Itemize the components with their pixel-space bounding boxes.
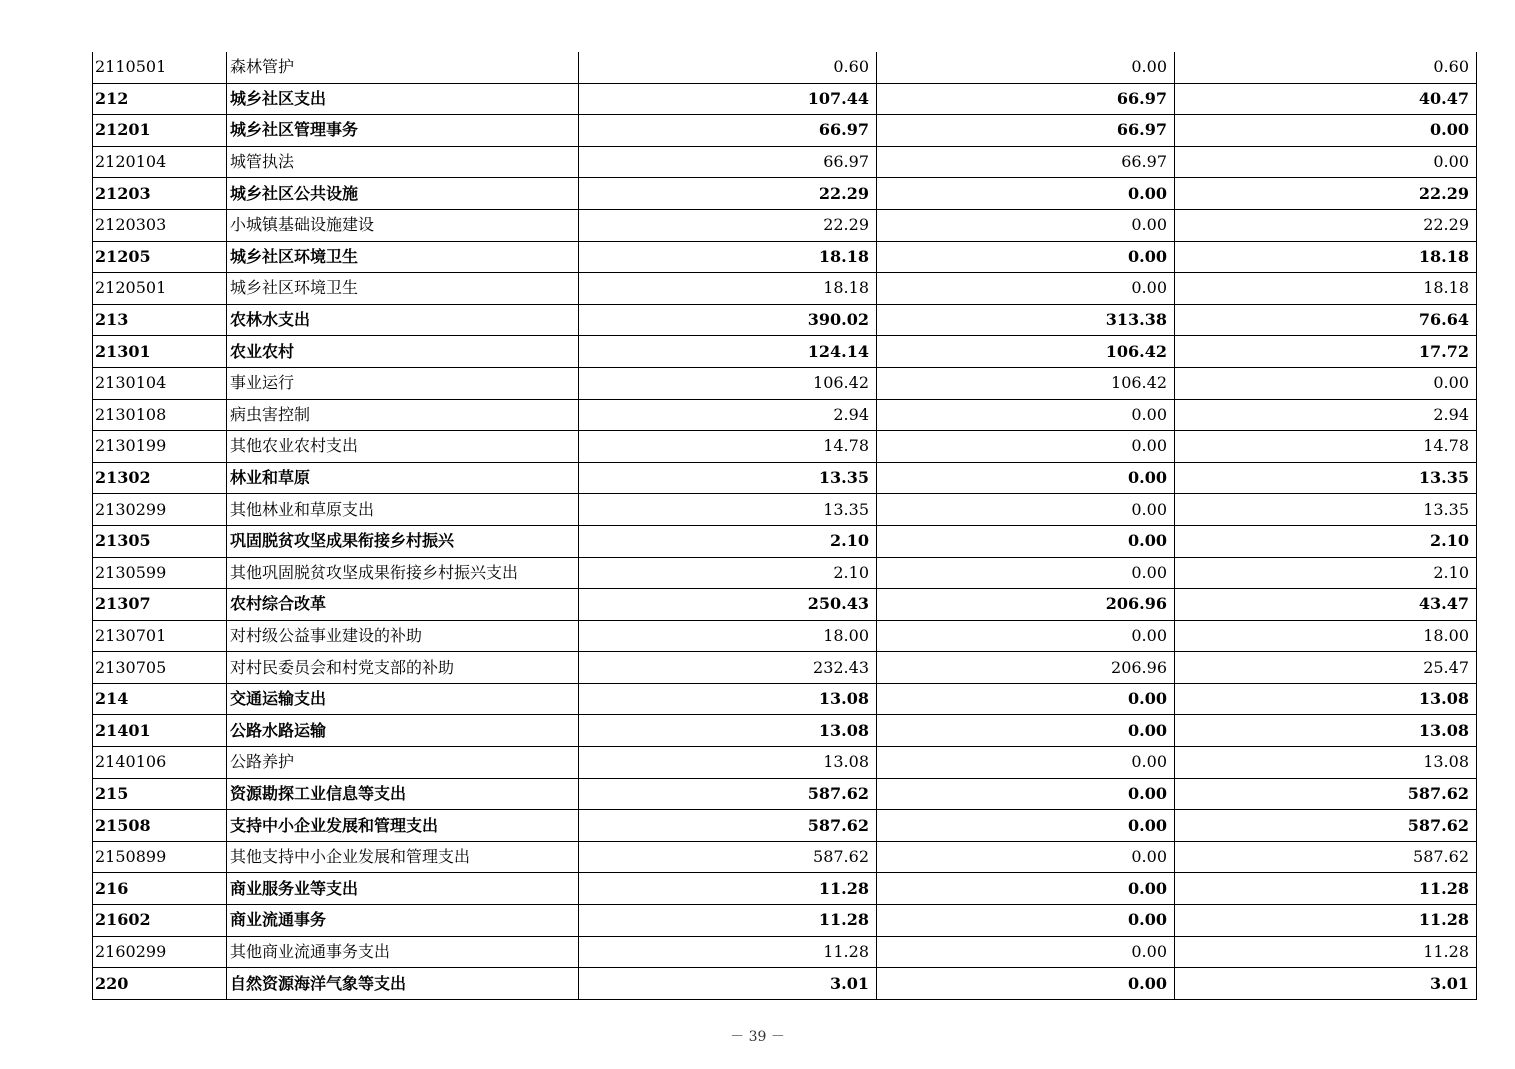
- name-cell: 城乡社区支出: [227, 83, 579, 115]
- code-cell: 21305: [93, 525, 227, 557]
- amount-project-cell: 18.00: [1175, 620, 1477, 652]
- name-cell: 其他支持中小企业发展和管理支出: [227, 841, 579, 873]
- code-cell: 2120104: [93, 146, 227, 178]
- amount-basic-cell: 66.97: [877, 83, 1175, 115]
- table-row: [93, 715, 1477, 747]
- amount-project-cell: 587.62: [1175, 778, 1477, 810]
- amount-basic-cell: 0.00: [877, 905, 1175, 937]
- amount-total-cell: 13.08: [579, 747, 877, 779]
- table-row: [93, 841, 1477, 873]
- amount-total-cell: 18.00: [579, 620, 877, 652]
- code-cell: 21307: [93, 589, 227, 621]
- name-cell: 公路养护: [227, 747, 579, 779]
- amount-total-cell: 14.78: [579, 431, 877, 463]
- amount-project-cell: 3.01: [1175, 968, 1477, 1000]
- amount-basic-cell: 0.00: [877, 241, 1175, 273]
- page-number: － 39 －: [730, 1029, 785, 1045]
- name-cell: 城乡社区管理事务: [227, 115, 579, 147]
- code-cell: 2130701: [93, 620, 227, 652]
- amount-total-cell: 587.62: [579, 841, 877, 873]
- code-cell: 21201: [93, 115, 227, 147]
- amount-project-cell: 14.78: [1175, 431, 1477, 463]
- amount-project-cell: 13.08: [1175, 747, 1477, 779]
- table-row: [93, 273, 1477, 305]
- amount-total-cell: 22.29: [579, 209, 877, 241]
- name-cell: 公路水路运输: [227, 715, 579, 747]
- code-cell: 2140106: [93, 747, 227, 779]
- name-cell: 巩固脱贫攻坚成果衔接乡村振兴: [227, 525, 579, 557]
- amount-basic-cell: 0.00: [877, 810, 1175, 842]
- name-cell: 交通运输支出: [227, 683, 579, 715]
- name-cell: 森林管护: [227, 52, 579, 83]
- amount-project-cell: 43.47: [1175, 589, 1477, 621]
- amount-basic-cell: 206.96: [877, 652, 1175, 684]
- amount-basic-cell: 106.42: [877, 367, 1175, 399]
- amount-basic-cell: 66.97: [877, 115, 1175, 147]
- table-row: [93, 241, 1477, 273]
- amount-project-cell: 0.60: [1175, 52, 1477, 83]
- name-cell: 其他农业农村支出: [227, 431, 579, 463]
- code-cell: 2130599: [93, 557, 227, 589]
- amount-project-cell: 2.10: [1175, 525, 1477, 557]
- amount-total-cell: 11.28: [579, 873, 877, 905]
- amount-basic-cell: 66.97: [877, 146, 1175, 178]
- amount-total-cell: 13.35: [579, 462, 877, 494]
- name-cell: 商业服务业等支出: [227, 873, 579, 905]
- table-row: [93, 83, 1477, 115]
- table-row: [93, 936, 1477, 968]
- code-cell: 21203: [93, 178, 227, 210]
- code-cell: 2130104: [93, 367, 227, 399]
- name-cell: 对村级公益事业建设的补助: [227, 620, 579, 652]
- code-cell: 215: [93, 778, 227, 810]
- name-cell: 其他巩固脱贫攻坚成果衔接乡村振兴支出: [227, 557, 579, 589]
- table-row: [93, 115, 1477, 147]
- amount-project-cell: 22.29: [1175, 209, 1477, 241]
- code-cell: 21205: [93, 241, 227, 273]
- table-row: [93, 462, 1477, 494]
- code-cell: 2130108: [93, 399, 227, 431]
- code-cell: 2130705: [93, 652, 227, 684]
- amount-total-cell: 0.60: [579, 52, 877, 83]
- amount-total-cell: 587.62: [579, 810, 877, 842]
- name-cell: 事业运行: [227, 367, 579, 399]
- name-cell: 城乡社区环境卫生: [227, 241, 579, 273]
- table-row: [93, 968, 1477, 1000]
- amount-basic-cell: 0.00: [877, 747, 1175, 779]
- amount-total-cell: 3.01: [579, 968, 877, 1000]
- name-cell: 城乡社区环境卫生: [227, 273, 579, 305]
- code-cell: 2130299: [93, 494, 227, 526]
- amount-basic-cell: 0.00: [877, 178, 1175, 210]
- code-cell: 212: [93, 83, 227, 115]
- amount-project-cell: 13.35: [1175, 462, 1477, 494]
- code-cell: 2130199: [93, 431, 227, 463]
- name-cell: 对村民委员会和村党支部的补助: [227, 652, 579, 684]
- code-cell: 2150899: [93, 841, 227, 873]
- budget-table-body: [93, 52, 1477, 999]
- name-cell: 自然资源海洋气象等支出: [227, 968, 579, 1000]
- amount-basic-cell: 0.00: [877, 873, 1175, 905]
- code-cell: 220: [93, 968, 227, 1000]
- amount-total-cell: 2.94: [579, 399, 877, 431]
- amount-project-cell: 0.00: [1175, 146, 1477, 178]
- code-cell: 21602: [93, 905, 227, 937]
- amount-basic-cell: 0.00: [877, 620, 1175, 652]
- name-cell: 林业和草原: [227, 462, 579, 494]
- amount-basic-cell: 0.00: [877, 52, 1175, 83]
- amount-basic-cell: 0.00: [877, 462, 1175, 494]
- table-row: [93, 652, 1477, 684]
- amount-project-cell: 13.08: [1175, 683, 1477, 715]
- table-row: [93, 399, 1477, 431]
- amount-total-cell: 250.43: [579, 589, 877, 621]
- amount-basic-cell: 0.00: [877, 841, 1175, 873]
- table-row: [93, 557, 1477, 589]
- amount-total-cell: 18.18: [579, 273, 877, 305]
- name-cell: 资源勘探工业信息等支出: [227, 778, 579, 810]
- amount-project-cell: 11.28: [1175, 936, 1477, 968]
- amount-total-cell: 390.02: [579, 304, 877, 336]
- table-row: [93, 525, 1477, 557]
- table-row: [93, 367, 1477, 399]
- name-cell: 农林水支出: [227, 304, 579, 336]
- name-cell: 其他商业流通事务支出: [227, 936, 579, 968]
- amount-total-cell: 106.42: [579, 367, 877, 399]
- amount-project-cell: 25.47: [1175, 652, 1477, 684]
- amount-project-cell: 2.94: [1175, 399, 1477, 431]
- amount-basic-cell: 0.00: [877, 431, 1175, 463]
- amount-total-cell: 107.44: [579, 83, 877, 115]
- amount-basic-cell: 0.00: [877, 968, 1175, 1000]
- name-cell: 农业农村: [227, 336, 579, 368]
- amount-project-cell: 0.00: [1175, 115, 1477, 147]
- amount-project-cell: 13.35: [1175, 494, 1477, 526]
- name-cell: 城管执法: [227, 146, 579, 178]
- amount-total-cell: 124.14: [579, 336, 877, 368]
- amount-project-cell: 18.18: [1175, 241, 1477, 273]
- amount-project-cell: 18.18: [1175, 273, 1477, 305]
- amount-basic-cell: 206.96: [877, 589, 1175, 621]
- amount-basic-cell: 106.42: [877, 336, 1175, 368]
- amount-project-cell: 76.64: [1175, 304, 1477, 336]
- code-cell: 213: [93, 304, 227, 336]
- amount-project-cell: 0.00: [1175, 367, 1477, 399]
- code-cell: 2120303: [93, 209, 227, 241]
- amount-project-cell: 587.62: [1175, 810, 1477, 842]
- amount-project-cell: 17.72: [1175, 336, 1477, 368]
- name-cell: 病虫害控制: [227, 399, 579, 431]
- code-cell: 21401: [93, 715, 227, 747]
- amount-basic-cell: 0.00: [877, 399, 1175, 431]
- amount-basic-cell: 313.38: [877, 304, 1175, 336]
- table-row: [93, 905, 1477, 937]
- amount-total-cell: 11.28: [579, 905, 877, 937]
- amount-total-cell: 13.08: [579, 715, 877, 747]
- amount-total-cell: 66.97: [579, 146, 877, 178]
- table-row: [93, 52, 1477, 83]
- name-cell: 城乡社区公共设施: [227, 178, 579, 210]
- amount-basic-cell: 0.00: [877, 525, 1175, 557]
- amount-basic-cell: 0.00: [877, 936, 1175, 968]
- amount-total-cell: 2.10: [579, 557, 877, 589]
- code-cell: 2120501: [93, 273, 227, 305]
- amount-project-cell: 13.08: [1175, 715, 1477, 747]
- name-cell: 支持中小企业发展和管理支出: [227, 810, 579, 842]
- table-row: [93, 494, 1477, 526]
- amount-basic-cell: 0.00: [877, 683, 1175, 715]
- code-cell: 21301: [93, 336, 227, 368]
- amount-basic-cell: 0.00: [877, 209, 1175, 241]
- name-cell: 商业流通事务: [227, 905, 579, 937]
- code-cell: 2160299: [93, 936, 227, 968]
- amount-project-cell: 587.62: [1175, 841, 1477, 873]
- code-cell: 2110501: [93, 52, 227, 83]
- table-row: [93, 683, 1477, 715]
- table-row: [93, 336, 1477, 368]
- amount-project-cell: 40.47: [1175, 83, 1477, 115]
- table-row: [93, 620, 1477, 652]
- table-row: [93, 178, 1477, 210]
- amount-project-cell: 11.28: [1175, 905, 1477, 937]
- table-row: [93, 778, 1477, 810]
- amount-project-cell: 2.10: [1175, 557, 1477, 589]
- table-row: [93, 873, 1477, 905]
- amount-project-cell: 22.29: [1175, 178, 1477, 210]
- name-cell: 小城镇基础设施建设: [227, 209, 579, 241]
- code-cell: 21302: [93, 462, 227, 494]
- code-cell: 214: [93, 683, 227, 715]
- amount-total-cell: 13.35: [579, 494, 877, 526]
- name-cell: 其他林业和草原支出: [227, 494, 579, 526]
- amount-project-cell: 11.28: [1175, 873, 1477, 905]
- amount-total-cell: 18.18: [579, 241, 877, 273]
- table-row: [93, 146, 1477, 178]
- amount-basic-cell: 0.00: [877, 715, 1175, 747]
- table-row: [93, 209, 1477, 241]
- amount-total-cell: 11.28: [579, 936, 877, 968]
- name-cell: 农村综合改革: [227, 589, 579, 621]
- code-cell: 21508: [93, 810, 227, 842]
- table-row: [93, 431, 1477, 463]
- amount-total-cell: 13.08: [579, 683, 877, 715]
- table-row: [93, 304, 1477, 336]
- amount-total-cell: 232.43: [579, 652, 877, 684]
- code-cell: 216: [93, 873, 227, 905]
- table-row: [93, 810, 1477, 842]
- table-row: [93, 589, 1477, 621]
- table-row: [93, 747, 1477, 779]
- amount-basic-cell: 0.00: [877, 778, 1175, 810]
- amount-basic-cell: 0.00: [877, 494, 1175, 526]
- amount-basic-cell: 0.00: [877, 273, 1175, 305]
- amount-total-cell: 2.10: [579, 525, 877, 557]
- amount-total-cell: 587.62: [579, 778, 877, 810]
- amount-basic-cell: 0.00: [877, 557, 1175, 589]
- amount-total-cell: 22.29: [579, 178, 877, 210]
- amount-total-cell: 66.97: [579, 115, 877, 147]
- budget-table: [92, 52, 1477, 1000]
